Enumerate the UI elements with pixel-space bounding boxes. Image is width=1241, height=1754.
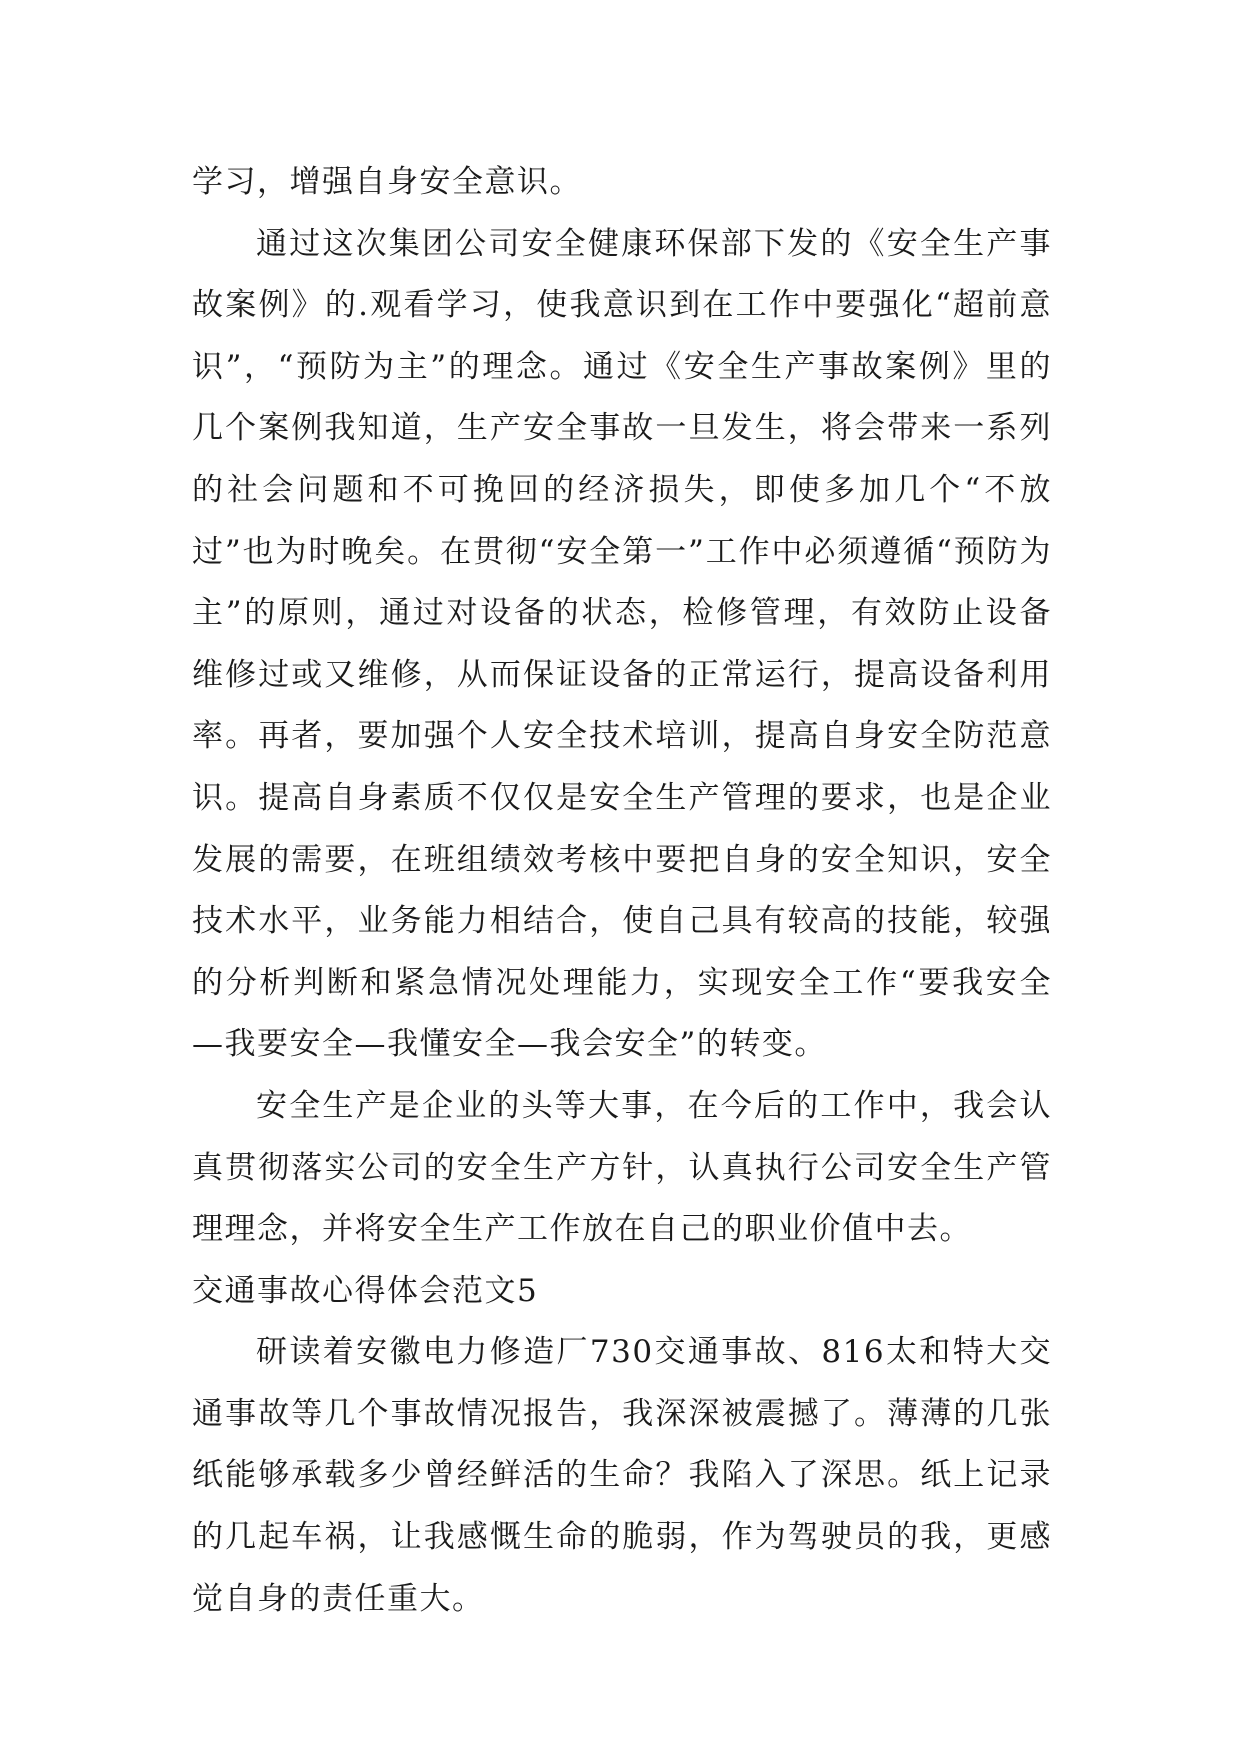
section-heading: 交通事故心得体会范文5 (192, 1272, 539, 1309)
document-body (192, 152, 1052, 1630)
paragraph-traffic-accident-reflection: 研读着安徽电力修造厂730交通事故、816太和特大交通事故等几个事故情况报告，我深深被震撼了。薄薄的几张纸能够承载多少曾经鲜活的生命？我陷入了深思。纸上记录的几起车祸，让我感慨生命的脆弱，作为驾驶员的我，更感觉自身的责任重大。 (192, 1334, 1052, 1617)
paragraph-safety-case-study: 通过这次集团公司安全健康环保部下发的《安全生产事故案例》的.观看学习，使我意识到在工作中要强化“超前意识”，“预防为主”的理念。通过《安全生产事故案例》里的几个案例我知道，生产安全事故一旦发生，将会带来一系列的社会问题和不可挽回的经济损失，即使多加几个“不放过”也为时晚矣。在贯彻“安全第一”工作中必须遵循“预防为主”的原则，通过对设备的状态，检修管理，有效防止设备维修过或又维修，从而保证设备的正常运行，提高设备利用率。再者，要加强个人安全技术培训，提高自身安全防范意识。提高自身素质不仅仅是安全生产管理的要求，也是企业发展的需要，在班组绩效考核中要把自身的安全知识，安全技术水平，业务能力相结合，使自己具有较高的技能，较强的分析判断和紧急情况处理能力，实现安全工作“要我安全—我要安全—我懂安全—我会安全”的转变。 (192, 225, 1052, 1063)
paragraph-continuation: 学习，增强自身安全意识。 (192, 164, 582, 200)
paragraph-safety-commitment: 安全生产是企业的头等大事，在今后的工作中，我会认真贯彻落实公司的安全生产方针，认真执行公司安全生产管理理念，并将安全生产工作放在自己的职业价值中去。 (192, 1087, 1052, 1248)
